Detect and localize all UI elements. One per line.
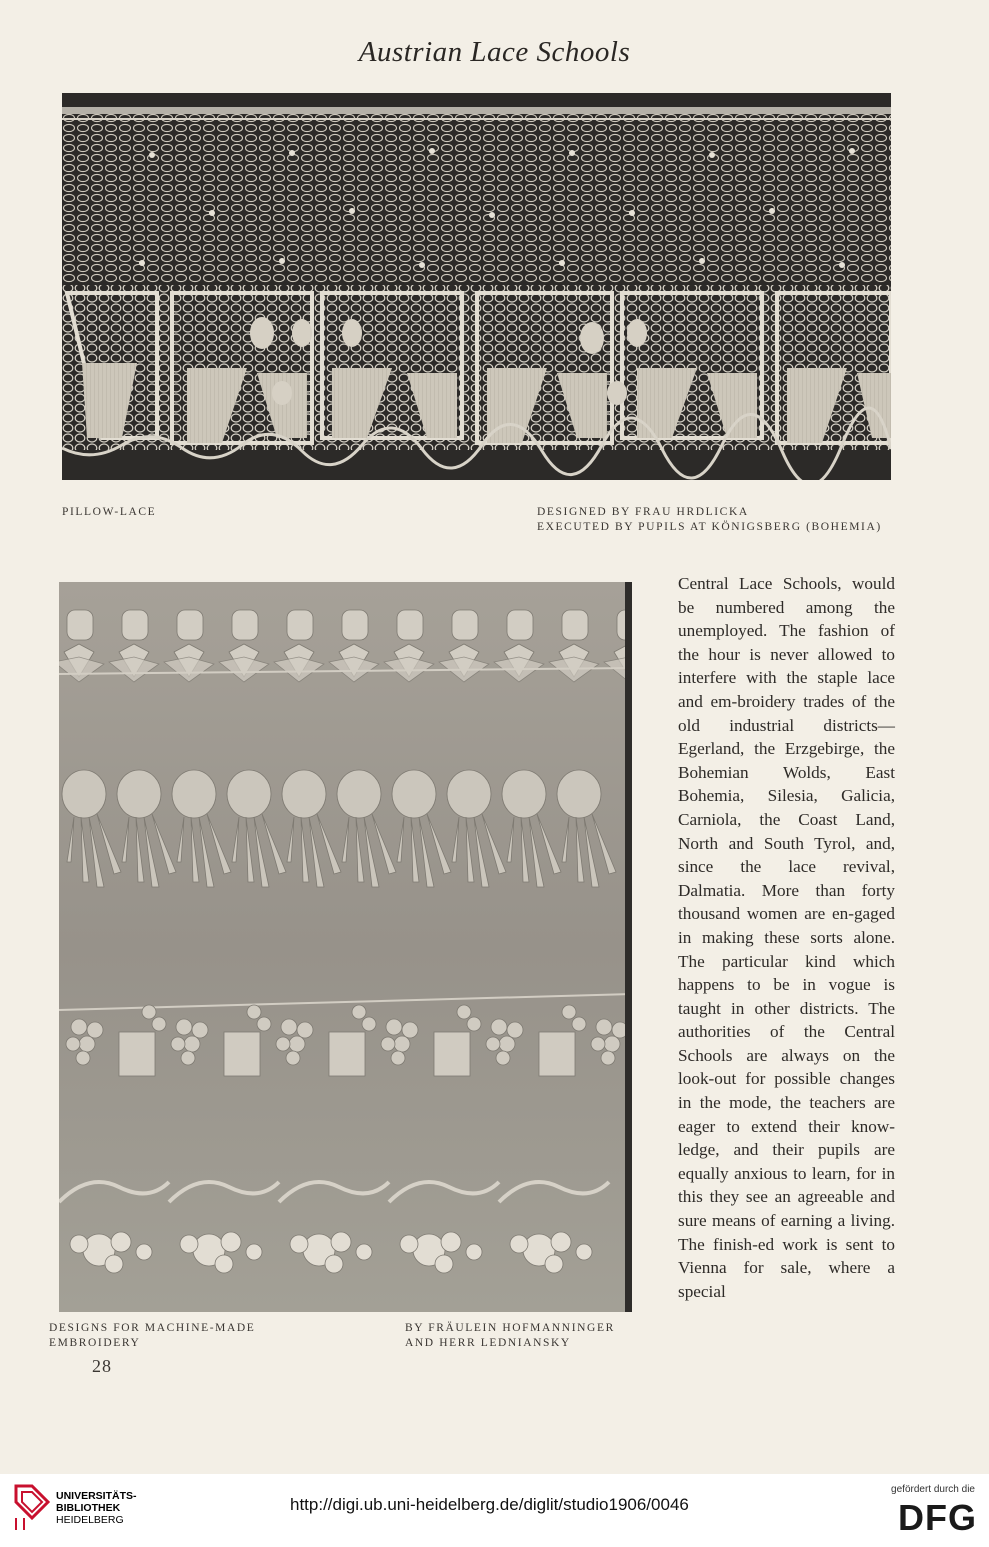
article-body-text: Central Lace Schools, would be numbered among the unemployed. The fashion of the hour is never allowed to interfere with the staple lace and em-broidery trades of the old industrial districts—Egerland, the Erzgebirge, the Bohemian Wolds, East Bohemia, Silesia, Galicia, Carniola, the Coast Land, North and South Tyrol, and, since the lace revival, Dalmatia. More than forty thousand women are en-gaged in making these sorts alone. The particular kind which happens to be in vogue is taught in other districts. The authorities of the Central Schools are always on the look-out for possible changes in the mode, the teachers are eager to extend their know-ledge, and their pupils are equally anxious to learn, for in this they see an agreeable and sure means of earning a living. The finish-ed work is sent to Vienna for sale, where a special: [678, 574, 895, 1301]
page-number: 28: [92, 1356, 112, 1376]
lace-caption-right-1: DESIGNED BY FRAU HRDLICKA: [537, 506, 749, 518]
university-library-logo-icon: [12, 1482, 52, 1534]
running-head: Austrian Lace Schools: [358, 36, 631, 68]
library-name-line-3: HEIDELBERG: [56, 1514, 124, 1526]
digitization-footer: [0, 1474, 989, 1547]
lace-caption-left: PILLOW-LACE: [62, 506, 157, 518]
library-name: [56, 1490, 137, 1526]
embroidery-caption-right-2: AND HERR LEDNIANSKY: [405, 1337, 571, 1349]
dfg-logo: DFG: [898, 1497, 977, 1538]
embroidery-image: [59, 582, 632, 1312]
embroidery-caption-left-2: EMBROIDERY: [49, 1337, 141, 1349]
pillow-lace-image: [62, 93, 891, 480]
embroidery-caption-left-1: DESIGNS FOR MACHINE-MADE: [49, 1322, 256, 1334]
embroidery-caption-right-1: BY FRÄULEIN HOFMANNINGER: [405, 1322, 615, 1334]
funded-by-label: gefördert durch die: [891, 1484, 975, 1495]
embroidery-photo: [59, 582, 632, 1312]
library-name-line-2: BIBLIOTHEK: [56, 1502, 121, 1514]
library-name-line-1: UNIVERSITÄTS-: [56, 1490, 137, 1502]
source-url-link[interactable]: http://digi.ub.uni-heidelberg.de/diglit/studio1906/0046: [290, 1495, 689, 1514]
lace-caption-right-2: EXECUTED BY PUPILS AT KÖNIGSBERG (BOHEMIA): [537, 521, 882, 533]
pillow-lace-photo: [62, 93, 891, 480]
